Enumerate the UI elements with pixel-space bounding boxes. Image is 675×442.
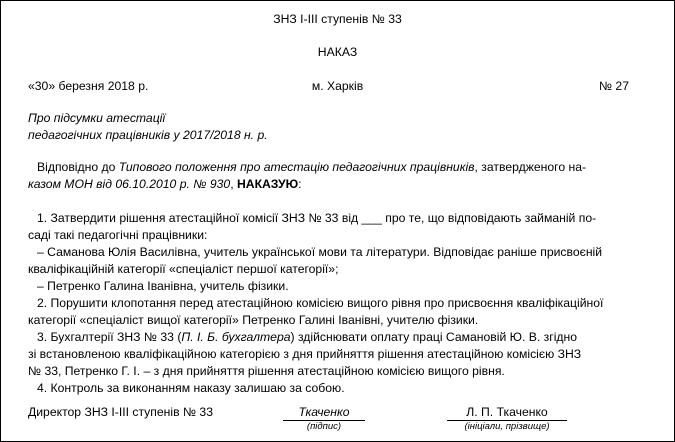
item-1-line-5: – Петренко Галина Іванівна, учитель фізики.: [37, 279, 289, 293]
item-1-line-2: саді такі педагогічні працівники:: [28, 228, 208, 242]
signature-block: [283, 404, 365, 432]
institution-name: ЗНЗ І-ІІІ ступенів № 33: [273, 12, 402, 26]
order-date: «30» березня 2018 р.: [28, 79, 149, 93]
item-2-line-1: 2. Порушити клопотання перед атестаційною комісією вищого рівня про присвоєння кваліфікаційної: [37, 296, 604, 310]
regulation-title: Типового положення про атестацію педагогічних працівників: [118, 160, 475, 174]
item-3-text-start: 3. Бухгалтерії ЗНЗ № 33 (: [37, 330, 182, 344]
subject-line-2: педагогічних працівників у 2017/2018 н. р.: [28, 128, 268, 142]
preamble-text-start: Відповідно до: [37, 160, 119, 174]
signature-position: Директор ЗНЗ І-ІІІ ступенів № 33: [28, 405, 213, 419]
preamble: [28, 159, 649, 193]
order-city: м. Харків: [311, 79, 364, 93]
item-1-line-4: кваліфікаційній категорії «спеціаліст першої категорії»;: [28, 262, 339, 276]
order-number: № 27: [598, 79, 629, 93]
item-3-line-2: зі встановленою кваліфікаційною категорією з дня прийняття рішення атестаційною комісією ЗНЗ: [28, 347, 582, 361]
order-reference: казом МОН від 06.10.2010 р. № 930: [28, 177, 231, 191]
item-4-line-1: 4. Контроль за виконанням наказу залишаю за собою.: [37, 381, 345, 395]
item-3-line-1: [28, 329, 649, 346]
item-3-line-3: № 33, Петренко Г. І. – з дня прийняття рішення атестаційною комісією вищого рівня.: [28, 364, 505, 378]
director-full-name: Л. П. Ткаченко: [447, 404, 567, 421]
preamble-text-mid: , затвердженого на-: [474, 160, 587, 174]
document-type: НАКАЗ: [317, 45, 358, 59]
name-block: [447, 404, 567, 432]
signature-caption: (підпис): [306, 421, 342, 432]
preamble-line-2: [28, 176, 649, 193]
preamble-comma: ,: [230, 177, 237, 191]
orders-keyword: НАКАЗУЮ: [236, 177, 299, 191]
order-items: [28, 210, 649, 397]
signature-handwritten-name: Ткаченко: [283, 404, 365, 421]
accountant-placeholder: П. І. Б. бухгалтера: [181, 330, 291, 344]
preamble-colon: :: [298, 177, 302, 191]
item-1-line-1: 1. Затвердити рішення атестаційної комісії ЗНЗ № 33 від ___ про те, що відповідають займаній по-: [37, 211, 597, 225]
preamble-line-1: [28, 159, 649, 176]
item-2-line-2: категорії «спеціаліст вищої категорії» Петренко Галині Іванівні, учителю фізики.: [28, 313, 479, 327]
item-3-text-end: ) здійснювати оплату праці Самановій Ю. В. згідно: [290, 330, 578, 344]
name-caption: (ініціали, прізвище): [464, 421, 550, 432]
subject-line-1: Про підсумки атестації: [28, 111, 166, 125]
item-1-line-3: – Саманова Юлія Василівна, учитель української мови та літератури. Відповідає раніше присвоєній: [37, 245, 603, 259]
